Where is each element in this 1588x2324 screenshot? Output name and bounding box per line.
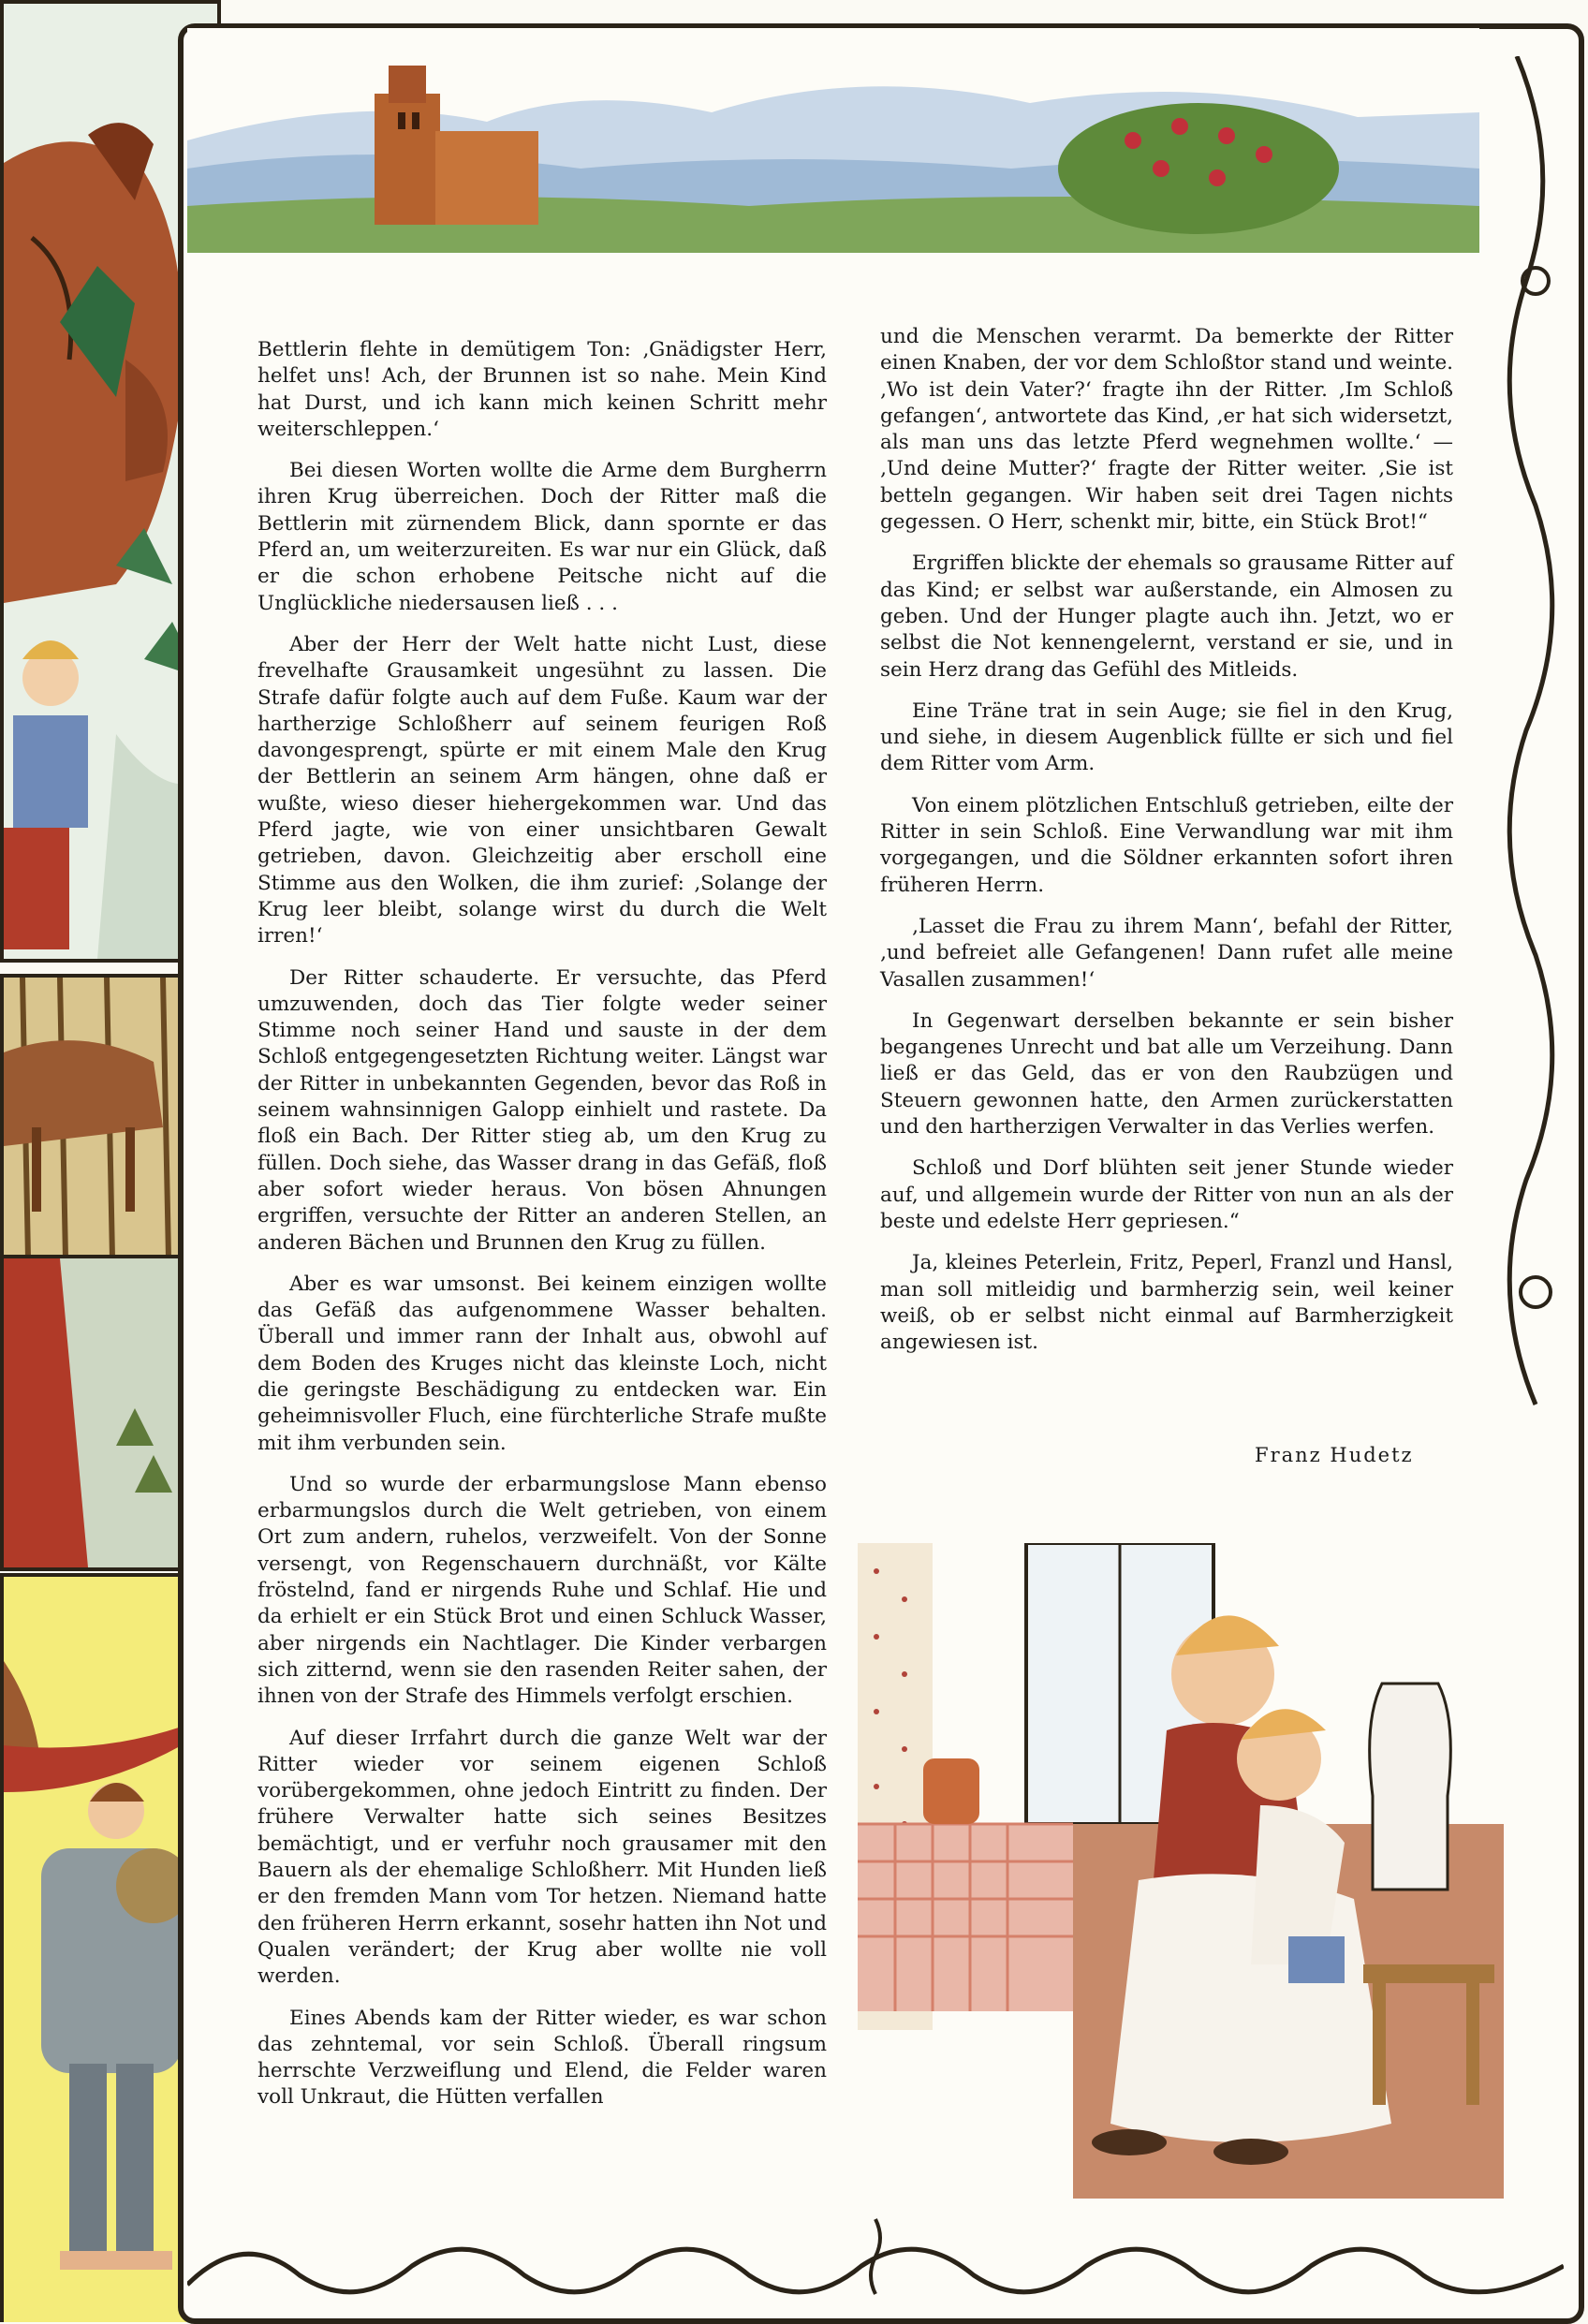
paragraph: Der Ritter schauderte. Er versuchte, das Pferd umzuwenden, doch das Tier folgte weder seiner Stimme noch seiner Hand und sauste in der dem Schloß entgegengesetzten Richtung weiter. Längst war der Ritter in unbekannten Gegenden, bevor das Roß in seinem wahnsinnigen Galopp einhielt und rastete. Da floß ein Bach. Der Ritter stieg ab, um den Krug zu füllen. Doch siehe, das Wasser drang in das Gefäß, floß aber sofort wieder heraus. Von bösen Ahnungen ergriffen, versuchte der Ritter an anderen Stellen, an anderen Bächen und Brunnen den Krug zu füllen.	[257, 965, 827, 1255]
paragraph: Und so wurde der erbarmungslose Mann ebenso erbarmungslos durch die Welt getrieben, von einem Ort zum andern, ruhelos, verzweifelt. Von der Sonne versengt, von Regenschauern durchnäßt, vor Kälte fröstelnd, fand er nirgends Ruhe und Schlaf. Hie und da erhielt er ein Stück Brot und einen Schluck Wasser, aber nirgends ein Nachtlager. Die Kinder verbargen sich zitternd, wenn sie den rasenden Reiter sahen, der ihnen von der Strafe des Himmels verfolgt erschien.	[257, 1472, 827, 1709]
paragraph: und die Menschen verarmt. Da bemerkte der Ritter einen Knaben, der vor dem Schloßtor stand und weinte. ‚Wo ist dein Vater?‘ fragte ihn der Ritter. ‚Im Schloß gefangen‘, antwortete das Kind, ‚er hat sich widersetzt, als man uns das letzte Pferd wegnehmen wollte.‘ — ‚Und deine Mutter?‘ fragte der Ritter weiter. ‚Sie ist betteln gegangen. Wir haben seit drei Tagen nichts gegessen. O Herr, schenkt mir, bitte, ein Stück Brot!“	[880, 325, 1453, 535]
mother-children-illustration	[858, 1543, 1504, 2199]
paragraph: Bei diesen Worten wollte die Arme dem Burgherrn ihren Krug überreichen. Doch der Ritter maß die Bettlerin mit zürnendem Blick, dann spornte er das Pferd an, um weiterzureiten. Es war nur ein Glück, daß er die schon erhobene Peitsche nicht auf die Unglückliche niedersausen ließ . . .	[257, 459, 827, 615]
bottom-scroll-ornament	[187, 2210, 1564, 2303]
paragraph: Bettlerin flehte in demütigem Ton: ‚Gnädigster Herr, helfet uns! Ach, der Brunnen ist so nahe. Mein Kind hat Durst, und ich kann mich keinen Schritt mehr weiterschleppen.‘	[257, 338, 827, 441]
paragraph: Aber der Herr der Welt hatte nicht Lust, diese frevelhafte Grausamkeit ungesühnt zu lassen. Die Strafe dafür folgte auch auf dem Fuße. Kaum war der hartherzige Schloßherr auf seinem feurigen Roß davongesprengt, spürte er mit einem Male den Krug der Bettlerin an seinem Arm hängen, ohne daß er wußte, wieso dieser hiehergekommen war. Und das Pferd jagte, wie von einer unsichtbaren Gewalt getrieben, davon. Gleichzeitig aber erscholl eine Stimme aus den Wolken, die ihm zurief: ‚Solange der Krug leer bleibt, solange wirst du durch die Welt irren!‘	[257, 632, 827, 949]
paragraph: In Gegenwart derselben bekannte er sein bisher begangenes Unrecht und bat alle um Verzeihung. Dann ließ er das Geld, das er von den Raubzügen und Steuern gewonnen hatte, den Armen zurückerstatten und den hartherzigen Verwalter in das Verlies werfen.	[880, 1008, 1453, 1140]
article-column-left	[257, 337, 827, 2126]
paragraph: Schloß und Dorf blühten seit jener Stunde wieder auf, und allgemein wurde der Ritter von nun an als der beste und edelste Herr gepriesen.“	[880, 1156, 1453, 1233]
paragraph: Von einem plötzlichen Entschluß getrieben, eilte der Ritter in sein Schloß. Eine Verwandlung war mit ihm vorgegangen, und die Söldner erkannten sofort ihren früheren Herrn.	[880, 793, 1453, 897]
paragraph: Ergriffen blickte der ehemals so grausame Ritter auf das Kind; er selbst war außerstande, ein Almosen zu geben. Und der Hunger plagte auch ihn. Jetzt, wo er selbst die Not kennengelernt, verstand er sie, und in sein Herz drang das Gefühl des Mitleids.	[880, 552, 1453, 682]
article-column-right	[880, 324, 1453, 1371]
paragraph: Ja, kleines Peterlein, Fritz, Peperl, Franzl und Hansl, man soll mitleidig und barmherzig sein, weil keiner weiß, ob er selbst nicht einmal auf Barmherzigkeit angewiesen ist.	[880, 1251, 1453, 1355]
rose-bush	[1058, 103, 1339, 234]
paragraph: ‚Lasset die Frau zu ihrem Mann‘, befahl der Ritter, ‚und befreiet alle Gefangenen! Dann rufet alle meine Vasallen zusammen!‘	[880, 914, 1453, 992]
author-signature: Franz Hudetz	[1255, 1444, 1414, 1466]
top-landscape-illustration	[187, 28, 1479, 272]
paragraph: Aber es war umsonst. Bei keinem einzigen wollte das Gefäß das aufgenommene Wasser behalten. Überall und immer rann der Inhalt aus, obwohl auf dem Boden des Kruges nicht das kleinste Loch, nicht die geringste Beschädigung zu entdecken war. Ein geheimnisvoller Fluch, eine fürchterliche Strafe mußte mit ihm verbunden sein.	[257, 1272, 827, 1455]
paragraph: Auf dieser Irrfahrt durch die ganze Welt war der Ritter wieder vor seinem eigenen Schloß vorübergekommen, ohne jedoch Eintritt zu finden. Der frühere Verwalter hatte sich seines Besitzes bemächtigt, und er verfuhr noch grausamer mit den Bauern als der ehemalige Schloßherr. Mit Hunden ließ er den fremden Mann vom Tor hetzen. Niemand hatte den früheren Herrn erkannt, sosehr hatten ihn Not und Qualen verändert; der Krug aber wollte nie voll werden.	[257, 1726, 827, 1989]
paragraph: Eines Abends kam der Ritter wieder, es war schon das zehntemal, vor sein Schloß. Überall ringsum herrschte Verzweiflung und Elend, die Felder waren voll Unkraut, die Hütten verfallen	[257, 2006, 827, 2110]
paragraph: Eine Träne trat in sein Auge; sie fiel in den Krug, und siehe, in diesem Augenblick füllte er sich und fiel dem Ritter vom Arm.	[880, 699, 1453, 776]
